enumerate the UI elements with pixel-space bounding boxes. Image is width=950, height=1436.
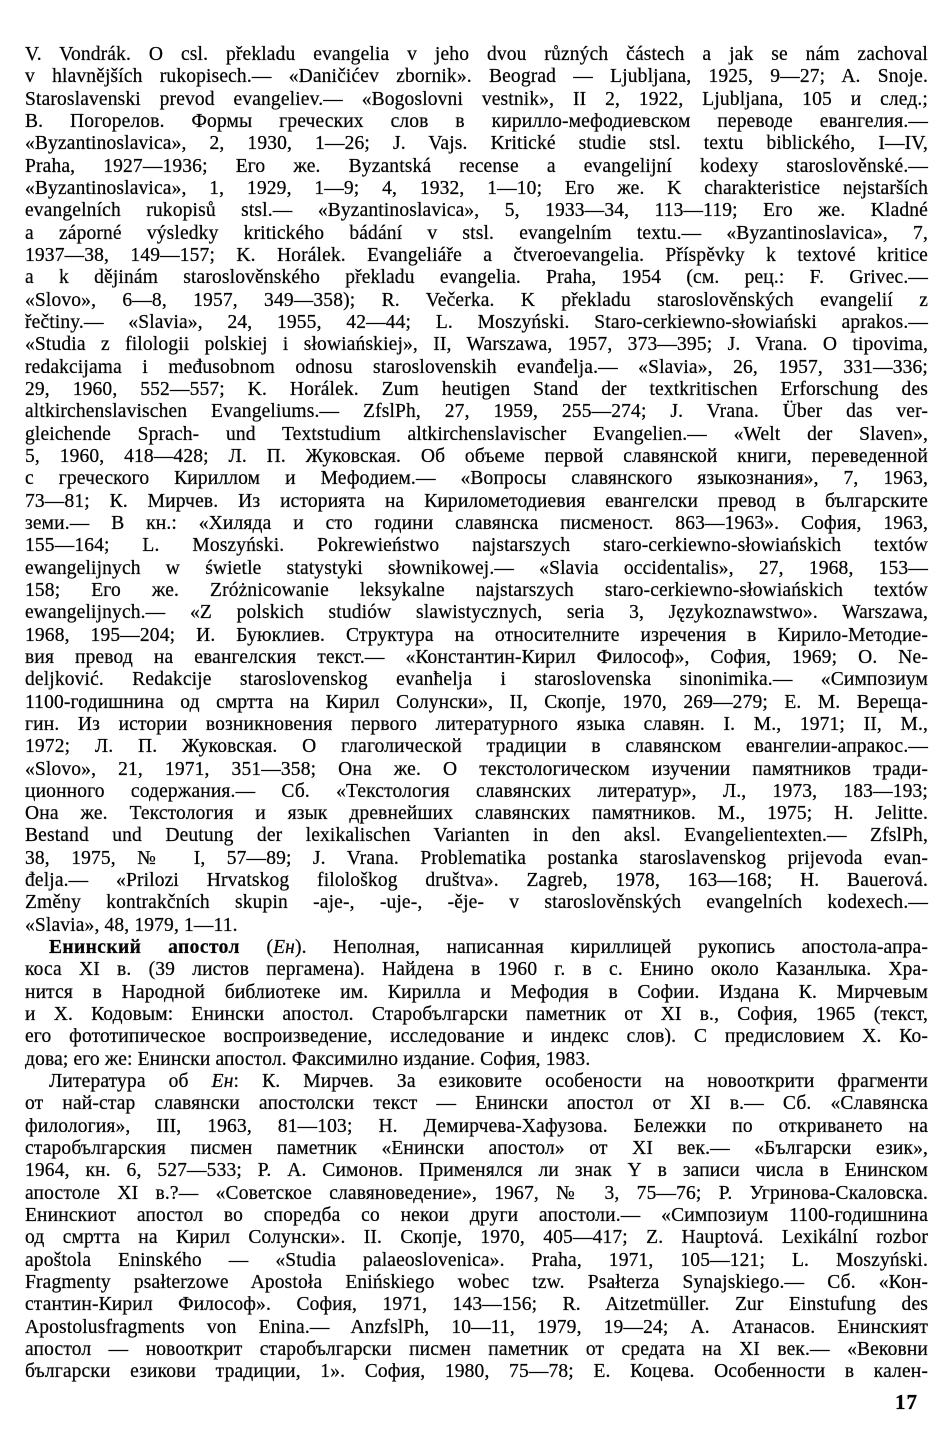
text-line: «Byzantinoslavica», 2, 1930, 1—26; J. Vajs. Kritické studie stsl. textu biblického, I—IV, <box>25 133 928 155</box>
text-line: 73—81; К. Мирчев. Из историята на Кирилометодиевия евангелски превод в българските <box>25 490 928 512</box>
text-line: Bestand und Deutung der lexikalischen Varianten in den aksl. Evangelientexten.— ZfslPh, <box>25 825 928 847</box>
literature-lines <box>25 1093 928 1383</box>
text-line: Staroslavenski prevod evangeliev.— «Bogoslovni vestnik», II 2, 1922, Ljubljana, 105 и след.; <box>25 88 928 110</box>
text-line: đelja.— «Prilozi Hrvatskog filološkog društva». Zagreb, 1978, 163—168; H. Bauerová. <box>25 870 928 892</box>
text-line: Она же. Текстология и язык древнейших славянских памятников. М., 1975; H. Jelitte. <box>25 803 928 825</box>
text-line: 158; Его же. Zróżnicowanie leksykalne najstarszych staro-cerkiewno-słowiańskich textów <box>25 579 928 601</box>
text-line: 5, 1960, 418—428; Л. П. Жуковская. Об объеме первой славянской книги, переведенной <box>25 445 928 467</box>
text-line: апостоле XI в.?— «Советское славяноведение», 1967, № 3, 75—76; Р. Угринова-Скаловска. <box>25 1182 928 1204</box>
text-line: ewangelijnych w świetle statystyki słownikowej.— «Slavia occidentalis», 27, 1968, 153— <box>25 557 928 579</box>
entry-headword: Енинский апостол <box>49 937 240 959</box>
text-line: гин. Из истории возникновения первого литературного языка славян. I. М., 1971; II, М., <box>25 713 928 735</box>
literature-first-line <box>25 1071 928 1093</box>
text-line: стантин-Кирил Философ». София, 1971, 143—156; R. Aitzetmüller. Zur Einstufung des <box>25 1294 928 1316</box>
text-line: deljković. Redakcije staroslovenskog evanħelja i staroslovenska sinonimika.— «Симпозиум <box>25 669 928 691</box>
text-line: v hlavnějších rukopisech.— «Daničićev zbornik». Beograd — Ljubljana, 1925, 9—27; A. Snoje. <box>25 66 928 88</box>
text-line: Změny kontrakčních skupin -aje-, -uje-, -ěje- v staroslověnských evangelních kodexech.— <box>25 892 928 914</box>
text-line: нится в Народной библиотеке им. Кирилла и Мефодия в Софии. Издана К. Мирчевым <box>25 981 928 1003</box>
text-line: «Slovo», 6—8, 1957, 349—358); R. Večerka. K překladu staroslověnských evangelií z <box>25 289 928 311</box>
entry-first-line <box>25 937 928 959</box>
text-line: 29, 1960, 552—557; K. Horálek. Zum heutigen Stand der textkritischen Erforschung des <box>25 378 928 400</box>
entry-abbreviation: Ен <box>273 937 295 959</box>
entry-lines <box>25 959 928 1071</box>
text-line: и Х. Кодовым: Енински апостол. Старобългарски паметник от XI в., София, 1965 (текст, <box>25 1004 928 1026</box>
text-line: Енинскиот апостол во споредба со некои други апостоли.— «Симпозиум 1100-годишнина <box>25 1205 928 1227</box>
text-line: 1968, 195—204; И. Буюклиев. Структура на относителните изречения в Кирило-Методие- <box>25 624 928 646</box>
text-line: 1972; Л. П. Жуковская. О глаголической традиции в славянском евангелии-апракос.— <box>25 736 928 758</box>
text-line: В. Погорелов. Формы греческих слов в кирилло-мефодиевском переводе евангелия.— <box>25 110 928 132</box>
text-line: земи.— В кн.: «Хиляда и сто години славянска писменост. 863—1963». София, 1963, <box>25 512 928 534</box>
page-text-block <box>25 44 928 1384</box>
entry-first-line-rest: ). Неполная, написанная кириллицей рукопись апостола-апра- <box>295 937 928 959</box>
text-line: a záporné výsledky kritického bádání v stsl. evangelním textu.— «Byzantinoslavica», 7, <box>25 222 928 244</box>
page-number: 17 <box>895 1390 918 1414</box>
text-line: с греческого Кириллом и Мефодием.— «Вопросы славянского языкознания», 7, 1963, <box>25 468 928 490</box>
entry-paren-open: ( <box>239 937 274 959</box>
text-line: řečtiny.— «Slavia», 24, 1955, 42—44; L. Moszyński. Staro-cerkiewno-słowiański aprakos.— <box>25 311 928 333</box>
text-line: «Studia z filologii polskiej i słowiańskiej», II, Warszawa, 1957, 373—395; J. Vrana. O tipovima, <box>25 334 928 356</box>
text-line: български езикови традиции, 1». София, 1980, 75—78; Е. Коцева. Особенности в кален- <box>25 1361 928 1383</box>
text-line: Fragmenty psałterzowe Apostoła Enińskiego wobec tzw. Psałterza Synajskiego.— Сб. «Кон- <box>25 1272 928 1294</box>
entry-eninsky-apostol-paragraph <box>25 937 928 1071</box>
text-line: 155—164; L. Moszyński. Pokrewieństwo najstarszych staro-cerkiewno-słowiańskich textów <box>25 535 928 557</box>
text-line: a k dějinám staroslověnského překladu evangelia. Praha, 1954 (см. рец.: F. Grivec.— <box>25 267 928 289</box>
text-line: вия превод на евангелския текст.— «Константин-Кирил Философ», София, 1969; O. Ne- <box>25 646 928 668</box>
text-line: gleichende Sprach- und Textstudium altkirchenslavischer Evangelien.— «Welt der Slaven», <box>25 423 928 445</box>
text-line: дова; его же: Енински апостол. Факсимилно издание. София, 1983. <box>25 1048 591 1070</box>
text-line: 1937—38, 149—157; K. Horálek. Evangeliáře a čtveroevangelia. Příspěvky k textové kritice <box>25 244 928 266</box>
bibliography-continuation-paragraph <box>25 44 928 937</box>
text-line: од смртта на Кирил Солунски». II. Скопје, 1970, 405—417; Z. Hauptová. Lexikální rozbor <box>25 1227 928 1249</box>
literature-lead: Литература об <box>49 1071 212 1093</box>
text-line: altkirchenslavischen Evangeliums.— ZfslPh, 27, 1959, 255—274; J. Vrana. Über das ver- <box>25 401 928 423</box>
text-line: evangelních rukopisů stsl.— «Byzantinoslavica», 5, 1933—34, 113—119; Его же. Kladné <box>25 200 928 222</box>
text-line: «Byzantinoslavica», 1, 1929, 1—9; 4, 1932, 1—10; Его же. K charakteristice nejstarších <box>25 177 928 199</box>
text-line: Apostolusfragments von Enina.— AnzfslPh, 10—11, 1979, 19—24; А. Атанасов. Енинският <box>25 1316 928 1338</box>
literature-paragraph <box>25 1071 928 1384</box>
text-line: старобългарския писмен паметник «Енински апостол» от XI век.— «Български език», <box>25 1138 928 1160</box>
text-line: «Slovo», 21, 1971, 351—358; Она же. О текстологическом изучении памятников тради- <box>25 758 928 780</box>
text-line: от най-стар славянски апостолски текст — Енински апостол от XI в.— Сб. «Славянска <box>25 1093 928 1115</box>
text-line: 1100-годишнина од смртта на Кирил Солунски», II, Скопје, 1970, 269—279; Е. М. Вереща- <box>25 691 928 713</box>
text-line: redakcijama i međusobnom odnosu staroslovenskih evanđelja.— «Slavia», 26, 1957, 331—336; <box>25 356 928 378</box>
text-line: апостол — новооткрит старобългарски писмен паметник от средата на XI век.— «Вековни <box>25 1339 928 1361</box>
text-line: ewangelijnych.— «Z polskich studiów slawistycznych, seria 3, Językoznawstwo». Warszawa, <box>25 602 928 624</box>
literature-abbreviation: Ен <box>211 1071 234 1093</box>
text-line: «Slavia», 48, 1979, 1—11. <box>25 914 238 936</box>
text-line: коса XI в. (39 листов пергамена). Найдена в 1960 г. в с. Енино около Казанлыка. Хра- <box>25 959 928 981</box>
bibliography-lines <box>25 44 928 937</box>
text-line: 1964, кн. 6, 527—533; Р. А. Симонов. Применялся ли знак Ү в записи числа в Енинском <box>25 1160 928 1182</box>
text-line: V. Vondrák. O csl. překladu evangelia v jeho dvou různých částech a jak se nám zachoval <box>25 44 928 65</box>
text-line: 38, 1975, № I, 57—89; J. Vrana. Problematika postanka staroslavenskog prijevoda evan- <box>25 847 928 869</box>
text-line: филология», III, 1963, 81—103; Н. Демирчева-Хафузова. Бележки по откриването на <box>25 1115 928 1137</box>
text-line: ционного содержания.— Сб. «Текстология славянских литератур», Л., 1973, 183—193; <box>25 780 928 802</box>
text-line: apoštola Eninského — «Studia palaeoslovenica». Praha, 1971, 105—121; L. Moszyński. <box>25 1249 928 1271</box>
text-line: Praha, 1927—1936; Его же. Byzantská recense a evangelijní kodexy staroslověnské.— <box>25 155 928 177</box>
text-line: его фототипическое воспроизведение, исследование и индекс слов). С предисловием Х. Ко- <box>25 1026 928 1048</box>
literature-first-line-rest: : К. Мирчев. За езиковите особености на новооткрити фрагменти <box>233 1071 929 1093</box>
